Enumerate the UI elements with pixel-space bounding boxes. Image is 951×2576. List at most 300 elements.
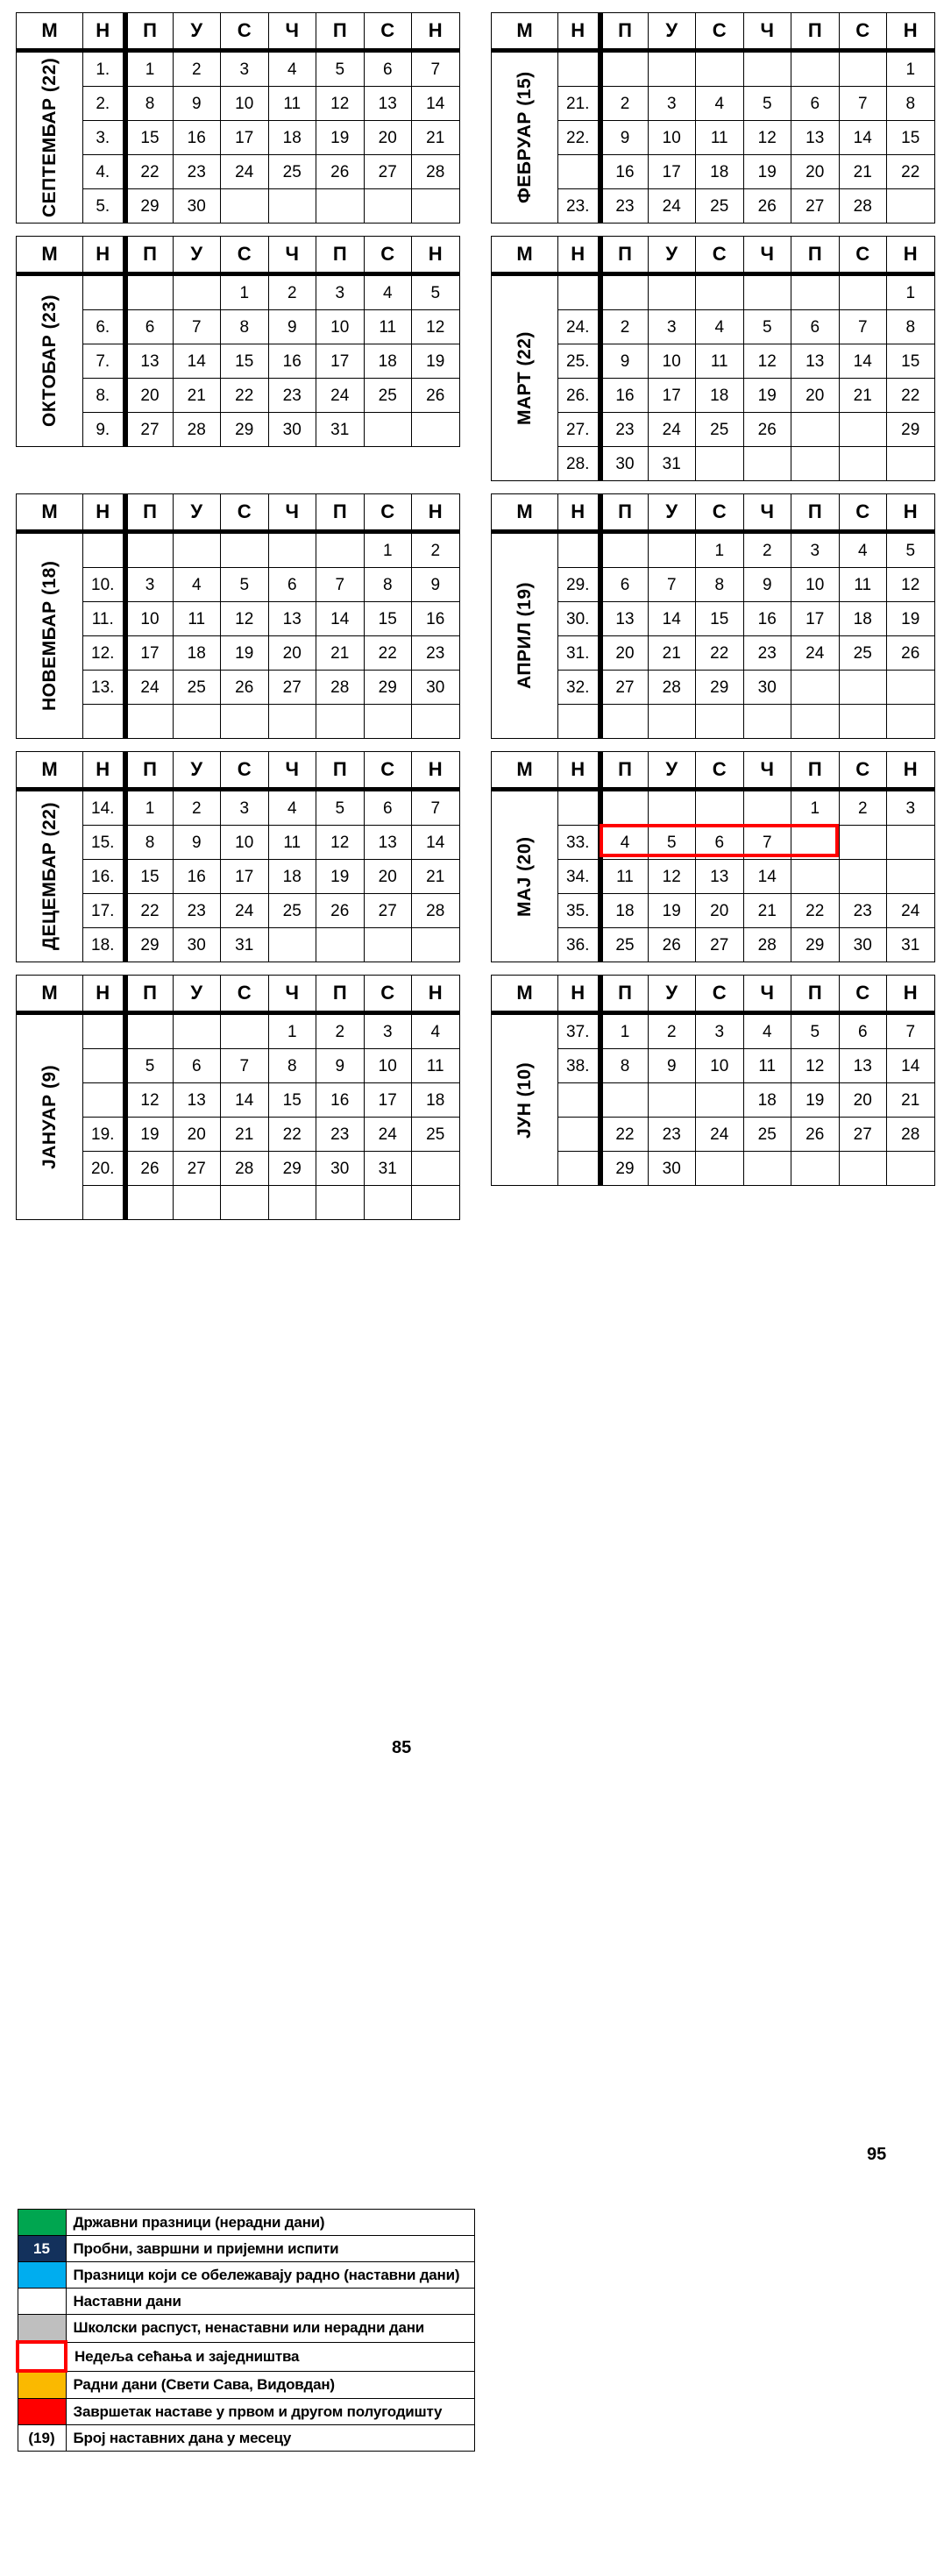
week-number [83, 705, 125, 739]
day-cell: 13 [791, 344, 840, 379]
day-cell: 2 [173, 51, 221, 87]
week-row [17, 532, 460, 568]
day-cell [316, 532, 365, 568]
day-cell: 6 [696, 826, 744, 860]
day-cell: 9 [648, 1049, 696, 1083]
weekday-header-2: П [125, 237, 174, 274]
day-cell [125, 705, 174, 739]
day-cell: 28 [839, 189, 887, 224]
day-cell: 22 [125, 894, 174, 928]
day-cell: 8 [600, 1049, 649, 1083]
day-cell: 3 [221, 51, 269, 87]
day-cell: 16 [600, 379, 649, 413]
day-cell: 10 [221, 87, 269, 121]
day-cell: 27 [125, 413, 174, 447]
week-number: 17. [83, 894, 125, 928]
week-number: 16. [83, 860, 125, 894]
day-cell: 13 [364, 87, 412, 121]
weekday-header-3: У [173, 494, 221, 532]
day-cell [839, 705, 887, 739]
legend-label: Празници који се обележавају радно (наставни дани) [66, 2262, 475, 2289]
weekday-header-3: У [173, 976, 221, 1013]
day-cell [268, 705, 316, 739]
month-table-february [491, 12, 935, 224]
month-table-march [491, 236, 935, 481]
week-number: 7. [83, 344, 125, 379]
week-number: 9. [83, 413, 125, 447]
day-cell [268, 1186, 316, 1220]
week-row [492, 274, 935, 310]
week-number [558, 155, 600, 189]
weekday-header-6: П [791, 752, 840, 790]
weekday-header-0: М [17, 494, 83, 532]
day-cell: 25 [600, 928, 649, 962]
month-table-april [491, 493, 935, 739]
calendar-row [0, 481, 951, 739]
weekday-header-2: П [600, 976, 649, 1013]
month-name-may [492, 790, 558, 962]
day-cell [221, 1013, 269, 1049]
day-cell [125, 274, 174, 310]
week-number: 15. [83, 826, 125, 860]
day-cell [316, 189, 365, 224]
day-cell [648, 274, 696, 310]
week-row [17, 51, 460, 87]
month-name-october [17, 274, 83, 447]
weekday-header-row [492, 237, 935, 274]
weekday-header-6: П [316, 13, 365, 51]
month-block-january [0, 962, 475, 1220]
week-number: 23. [558, 189, 600, 224]
day-cell: 22 [125, 155, 174, 189]
week-number [83, 1013, 125, 1049]
day-cell: 8 [887, 310, 935, 344]
day-cell: 10 [221, 826, 269, 860]
week-number: 4. [83, 155, 125, 189]
day-cell: 6 [600, 568, 649, 602]
day-cell [221, 1186, 269, 1220]
legend-row [18, 2262, 475, 2289]
weekday-header-5: Ч [268, 752, 316, 790]
weekday-header-3: У [648, 976, 696, 1013]
legend-row [18, 2315, 475, 2343]
day-cell [173, 532, 221, 568]
day-cell: 19 [648, 894, 696, 928]
day-cell: 4 [839, 532, 887, 568]
weekday-header-7: С [364, 752, 412, 790]
day-cell: 30 [316, 1152, 365, 1186]
day-cell [364, 705, 412, 739]
day-cell: 24 [696, 1118, 744, 1152]
day-cell: 11 [696, 121, 744, 155]
day-cell: 19 [316, 860, 365, 894]
day-cell: 10 [125, 602, 174, 636]
week-number: 36. [558, 928, 600, 962]
day-cell: 1 [696, 532, 744, 568]
day-cell: 2 [600, 310, 649, 344]
day-cell: 12 [743, 344, 791, 379]
day-cell [221, 532, 269, 568]
day-cell: 8 [125, 826, 174, 860]
day-cell: 18 [364, 344, 412, 379]
day-cell: 4 [696, 310, 744, 344]
week-number [558, 51, 600, 87]
day-cell [839, 51, 887, 87]
day-cell: 22 [364, 636, 412, 671]
day-cell [696, 1152, 744, 1186]
weekday-header-7: С [839, 13, 887, 51]
day-cell: 20 [791, 155, 840, 189]
week-number [83, 274, 125, 310]
weekday-header-8: Н [412, 976, 460, 1013]
day-cell: 21 [648, 636, 696, 671]
weekday-header-7: С [839, 976, 887, 1013]
day-cell: 21 [743, 894, 791, 928]
day-cell: 8 [268, 1049, 316, 1083]
day-cell [791, 274, 840, 310]
day-cell: 18 [696, 155, 744, 189]
weekday-header-0: М [17, 976, 83, 1013]
weekday-header-1: Н [83, 237, 125, 274]
day-cell: 3 [316, 274, 365, 310]
day-cell [839, 447, 887, 481]
day-cell: 9 [173, 87, 221, 121]
day-cell: 6 [791, 87, 840, 121]
month-table-september [16, 12, 460, 224]
day-cell: 16 [743, 602, 791, 636]
day-cell: 30 [743, 671, 791, 705]
month-name-label: ОКТОБАР (23) [39, 295, 60, 428]
day-cell: 12 [743, 121, 791, 155]
weekday-header-8: Н [887, 13, 935, 51]
weekday-header-3: У [648, 494, 696, 532]
legend-swatch [18, 2210, 66, 2236]
day-cell: 25 [268, 894, 316, 928]
weekday-header-2: П [600, 752, 649, 790]
day-cell: 13 [839, 1049, 887, 1083]
day-cell [791, 1152, 840, 1186]
month-name-march [492, 274, 558, 481]
day-cell: 28 [839, 413, 887, 447]
week-row [492, 51, 935, 87]
legend-row [18, 2371, 475, 2399]
day-cell: 26 [221, 671, 269, 705]
weekday-header-row [492, 494, 935, 532]
day-cell: 8 [221, 310, 269, 344]
day-cell: 2 [316, 1013, 365, 1049]
day-cell: 10 [696, 1049, 744, 1083]
week-number: 11. [83, 602, 125, 636]
week-number: 14. [83, 790, 125, 826]
weekday-header-0: М [492, 976, 558, 1013]
day-cell [839, 671, 887, 705]
weekday-header-6: П [316, 976, 365, 1013]
week-row [492, 1013, 935, 1049]
day-cell: 2 [268, 274, 316, 310]
day-cell: 7 [887, 1013, 935, 1049]
week-number: 25. [558, 344, 600, 379]
day-cell: 4 [364, 274, 412, 310]
weekday-header-8: Н [412, 13, 460, 51]
week-number [558, 1152, 600, 1186]
day-cell: 16 [648, 1083, 696, 1118]
day-cell: 19 [221, 636, 269, 671]
day-cell: 25 [412, 1118, 460, 1152]
week-number: 33. [558, 826, 600, 860]
day-cell [887, 1152, 935, 1186]
day-cell: 7 [412, 51, 460, 87]
day-cell: 5 [316, 51, 365, 87]
day-cell: 9 [268, 310, 316, 344]
day-cell: 5 [316, 790, 365, 826]
day-cell: 5 [221, 568, 269, 602]
day-cell: 15 [364, 602, 412, 636]
month-name-label: АПРИЛ (19) [515, 582, 535, 690]
page-number-left: 85 [392, 1738, 412, 1757]
day-cell: 11 [600, 860, 649, 894]
week-number [83, 1083, 125, 1118]
day-cell [648, 705, 696, 739]
weekday-header-4: С [221, 13, 269, 51]
day-cell: 28 [221, 1152, 269, 1186]
day-cell: 12 [887, 568, 935, 602]
day-cell: 13 [364, 826, 412, 860]
week-number: 6. [83, 310, 125, 344]
day-cell: 9 [173, 826, 221, 860]
month-table-october [16, 236, 460, 447]
day-cell: 24 [648, 189, 696, 224]
day-cell [412, 413, 460, 447]
weekday-header-3: У [648, 13, 696, 51]
day-cell: 8 [887, 87, 935, 121]
day-cell [412, 1152, 460, 1186]
day-cell: 26 [316, 894, 365, 928]
day-cell: 18 [268, 860, 316, 894]
day-cell [743, 1152, 791, 1186]
weekday-header-3: У [173, 13, 221, 51]
day-cell [268, 189, 316, 224]
day-cell: 13 [791, 121, 840, 155]
day-cell: 18 [839, 602, 887, 636]
day-cell [173, 1013, 221, 1049]
day-cell: 29 [125, 189, 174, 224]
day-cell: 2 [839, 790, 887, 826]
day-cell: 19 [743, 379, 791, 413]
day-cell: 9 [600, 344, 649, 379]
day-cell: 27 [173, 1152, 221, 1186]
day-cell: 14 [221, 1083, 269, 1118]
month-table-january [16, 975, 460, 1220]
week-row [17, 790, 460, 826]
month-name-november [17, 532, 83, 739]
weekday-header-2: П [125, 976, 174, 1013]
day-cell [887, 447, 935, 481]
weekday-header-1: Н [83, 976, 125, 1013]
week-number [558, 532, 600, 568]
weekday-header-0: М [492, 237, 558, 274]
day-cell [316, 705, 365, 739]
day-cell: 22 [887, 379, 935, 413]
day-cell: 5 [412, 274, 460, 310]
day-cell: 26 [791, 1118, 840, 1152]
day-cell: 6 [364, 51, 412, 87]
day-cell: 10 [648, 344, 696, 379]
day-cell: 6 [268, 568, 316, 602]
month-table-november [16, 493, 460, 739]
day-cell: 15 [268, 1083, 316, 1118]
day-cell: 11 [268, 826, 316, 860]
day-cell: 12 [125, 1083, 174, 1118]
day-cell: 27 [268, 671, 316, 705]
legend-swatch [18, 2399, 66, 2425]
month-name-label: МАЈ (20) [515, 836, 535, 917]
calendar-row [0, 224, 951, 481]
day-cell: 19 [125, 1118, 174, 1152]
day-cell: 31 [887, 928, 935, 962]
month-block-december [0, 739, 475, 962]
day-cell: 2 [648, 1013, 696, 1049]
day-cell: 26 [648, 928, 696, 962]
day-cell: 3 [648, 87, 696, 121]
legend-row [18, 2236, 475, 2262]
page-number-right: 95 [867, 2145, 887, 2164]
day-cell: 22 [696, 636, 744, 671]
day-cell: 24 [125, 671, 174, 705]
day-cell: 16 [173, 121, 221, 155]
day-cell: 14 [316, 602, 365, 636]
calendar-grid [0, 0, 951, 1220]
day-cell: 16 [839, 860, 887, 894]
week-number: 2. [83, 87, 125, 121]
day-cell: 21 [412, 121, 460, 155]
day-cell: 4 [743, 1013, 791, 1049]
day-cell: 20 [600, 636, 649, 671]
week-number: 18. [83, 928, 125, 962]
day-cell: 2 [600, 87, 649, 121]
day-cell [600, 790, 649, 826]
day-cell [887, 705, 935, 739]
day-cell: 3 [887, 790, 935, 826]
day-cell: 15 [600, 1083, 649, 1118]
day-cell: 1 [125, 790, 174, 826]
day-cell: 10 [791, 568, 840, 602]
day-cell: 21 [221, 1118, 269, 1152]
day-cell: 27 [839, 1118, 887, 1152]
day-cell: 28 [743, 928, 791, 962]
legend-swatch [18, 2315, 66, 2343]
day-cell: 18 [268, 121, 316, 155]
day-cell: 24 [791, 636, 840, 671]
day-cell [412, 705, 460, 739]
day-cell: 23 [600, 413, 649, 447]
month-block-october [0, 224, 475, 447]
day-cell: 18 [600, 894, 649, 928]
day-cell: 27 [364, 155, 412, 189]
day-cell: 6 [839, 1013, 887, 1049]
weekday-header-6: П [316, 237, 365, 274]
day-cell: 20 [173, 1118, 221, 1152]
month-block-april [475, 481, 950, 739]
day-cell [600, 51, 649, 87]
day-cell: 23 [412, 636, 460, 671]
day-cell: 18 [696, 379, 744, 413]
week-number: 30. [558, 602, 600, 636]
day-cell: 14 [887, 1049, 935, 1083]
day-cell: 7 [839, 87, 887, 121]
day-cell [316, 928, 365, 962]
weekday-header-8: Н [887, 237, 935, 274]
day-cell: 6 [364, 790, 412, 826]
day-cell: 6 [173, 1049, 221, 1083]
day-cell: 26 [887, 636, 935, 671]
day-cell: 13 [125, 344, 174, 379]
day-cell: 1 [600, 1013, 649, 1049]
weekday-header-row [492, 976, 935, 1013]
day-cell: 27 [791, 189, 840, 224]
day-cell: 21 [173, 379, 221, 413]
day-cell: 13 [696, 860, 744, 894]
week-number: 32. [558, 671, 600, 705]
day-cell: 18 [412, 1083, 460, 1118]
day-cell: 9 [316, 1049, 365, 1083]
weekday-header-7: С [364, 13, 412, 51]
day-cell: 20 [364, 860, 412, 894]
weekday-header-4: С [221, 976, 269, 1013]
day-cell: 19 [743, 155, 791, 189]
weekday-header-6: П [316, 494, 365, 532]
day-cell: 27 [600, 671, 649, 705]
day-cell: 15 [125, 860, 174, 894]
weekday-header-1: Н [558, 752, 600, 790]
weekday-header-1: Н [83, 494, 125, 532]
month-name-february [492, 51, 558, 224]
day-cell: 8 [791, 826, 840, 860]
day-cell: 12 [316, 87, 365, 121]
day-cell [696, 447, 744, 481]
day-cell [268, 532, 316, 568]
legend-swatch: 15 [18, 2236, 66, 2262]
week-number: 22. [558, 121, 600, 155]
day-cell: 17 [791, 602, 840, 636]
day-cell: 11 [412, 1049, 460, 1083]
legend-row [18, 2425, 475, 2452]
day-cell: 4 [412, 1013, 460, 1049]
weekday-header-2: П [600, 13, 649, 51]
day-cell: 12 [412, 310, 460, 344]
weekday-header-3: У [648, 752, 696, 790]
day-cell: 30 [412, 671, 460, 705]
week-number: 19. [83, 1118, 125, 1152]
day-cell: 23 [743, 636, 791, 671]
day-cell: 24 [221, 155, 269, 189]
legend-swatch [18, 2371, 66, 2399]
month-block-september [0, 0, 475, 224]
day-cell [316, 1186, 365, 1220]
day-cell [364, 413, 412, 447]
day-cell: 5 [887, 532, 935, 568]
day-cell: 1 [364, 532, 412, 568]
day-cell: 14 [412, 826, 460, 860]
day-cell: 29 [364, 671, 412, 705]
day-cell: 1 [887, 274, 935, 310]
week-row [17, 1013, 460, 1049]
day-cell: 22 [268, 1118, 316, 1152]
day-cell: 17 [316, 344, 365, 379]
day-cell [839, 274, 887, 310]
day-cell [648, 790, 696, 826]
week-number [83, 1186, 125, 1220]
day-cell: 23 [839, 894, 887, 928]
